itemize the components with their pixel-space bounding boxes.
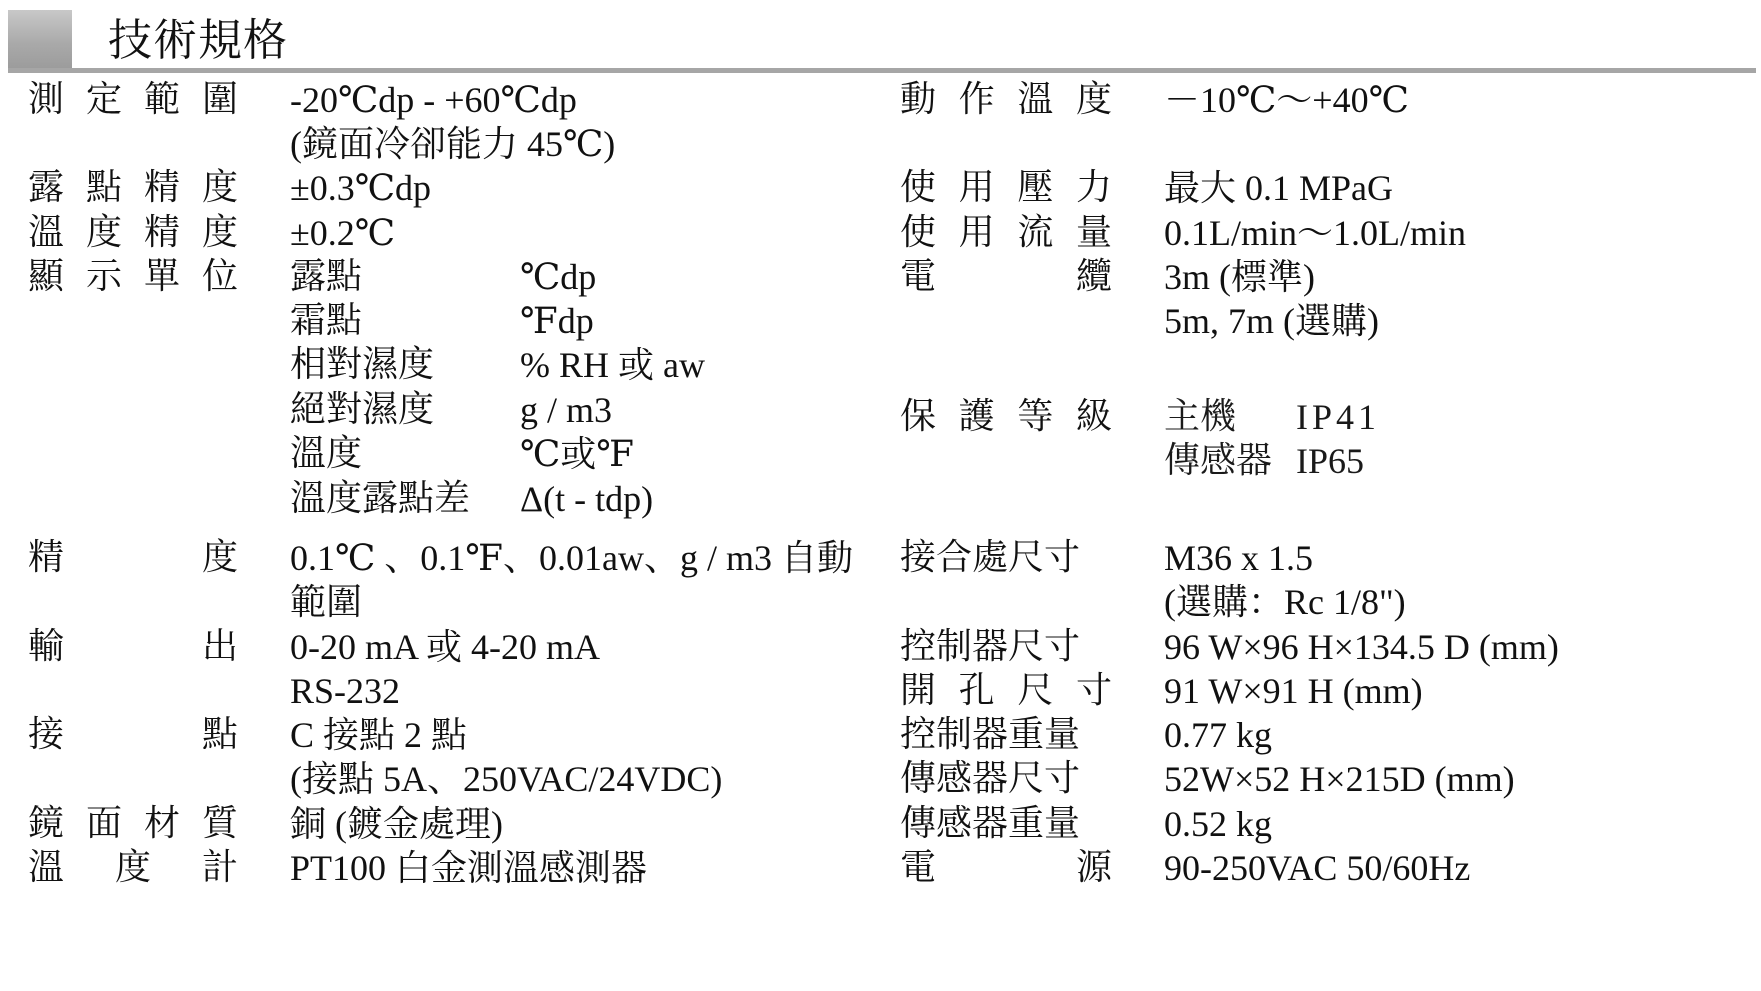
unit-row-name: 相對濕度 bbox=[290, 344, 435, 385]
spec-value-mirror-material: 銅 (鍍金處理) bbox=[290, 804, 503, 844]
spec-value-controller-size: 96 W×96 H×134.5 D (mm) bbox=[1164, 627, 1559, 667]
title-accent-block bbox=[8, 10, 72, 72]
spec-label-display-units: 顯 示 單 位 bbox=[28, 256, 238, 297]
spec-label-cable: 電 纜 bbox=[900, 256, 1112, 297]
spec-label-sensor-size: 傳感器尺寸 bbox=[900, 758, 1081, 799]
spec-value-output-analog: 0-20 mA 或 4-20 mA bbox=[290, 627, 600, 667]
spec-label-controller-weight: 控制器重量 bbox=[900, 714, 1081, 755]
spec-value-temp-accuracy: ±0.2℃ bbox=[290, 213, 396, 253]
unit-row-unit: g / m3 bbox=[520, 390, 613, 430]
unit-row-unit: ℃dp bbox=[520, 257, 597, 297]
unit-row-unit: ℃或℉ bbox=[520, 434, 634, 474]
unit-row-name: 霜點 bbox=[290, 300, 363, 341]
unit-row-name: 露點 bbox=[290, 256, 363, 297]
protection-row-name: 主機 bbox=[1164, 396, 1237, 437]
unit-row-name: 溫度 bbox=[290, 433, 363, 474]
page-title: 技術規格 bbox=[108, 15, 288, 66]
spec-label-protection: 保 護 等 級 bbox=[900, 396, 1112, 437]
spec-value-sensor-size: 52W×52 H×215D (mm) bbox=[1164, 759, 1515, 799]
spec-label-joint-size: 接合處尺寸 bbox=[900, 537, 1081, 578]
spec-label-measure-range: 測 定 範 圍 bbox=[28, 79, 238, 120]
spec-value-joint-size-option: (選購：Rc 1/8") bbox=[1164, 582, 1406, 622]
spec-value-measure-range-note: (鏡面冷卻能力 45℃) bbox=[290, 124, 616, 164]
spec-value-contact: C 接點 2 點 bbox=[290, 715, 468, 755]
protection-row-rating: IP65 bbox=[1296, 441, 1365, 481]
unit-row-name: 溫度露點差 bbox=[290, 478, 471, 519]
spec-label-temp-accuracy: 溫 度 精 度 bbox=[28, 212, 238, 253]
unit-row-name: 絕對濕度 bbox=[290, 389, 435, 430]
protection-row-name: 傳感器 bbox=[1164, 440, 1273, 481]
spec-value-cutout-size: 91 W×91 H (mm) bbox=[1164, 671, 1423, 711]
spec-label-operating-temp: 動 作 溫 度 bbox=[900, 79, 1112, 120]
spec-value-contact-rating: (接點 5A、250VAC/24VDC) bbox=[290, 759, 723, 799]
unit-row-unit: Δ(t - tdp) bbox=[520, 479, 654, 519]
spec-value-dew-accuracy: ±0.3℃dp bbox=[290, 168, 432, 208]
unit-row-unit: % RH 或 aw bbox=[520, 345, 705, 385]
spec-value-operating-temp: －10℃～+40℃ bbox=[1164, 80, 1409, 120]
spec-value-power: 90-250VAC 50/60Hz bbox=[1164, 848, 1471, 888]
spec-label-dew-accuracy: 露 點 精 度 bbox=[28, 167, 238, 208]
spec-label-cutout-size: 開 孔 尺 寸 bbox=[900, 670, 1112, 711]
spec-label-contact: 接 點 bbox=[28, 714, 238, 755]
spec-label-flow: 使 用 流 量 bbox=[900, 212, 1112, 253]
spec-label-sensor-weight: 傳感器重量 bbox=[900, 803, 1081, 844]
spec-value-joint-size: M36 x 1.5 bbox=[1164, 538, 1314, 578]
title-bar bbox=[0, 0, 1761, 80]
spec-label-precision: 精 度 bbox=[28, 537, 238, 578]
spec-value-sensor-weight: 0.52 kg bbox=[1164, 804, 1272, 844]
spec-label-controller-size: 控制器尺寸 bbox=[900, 626, 1081, 667]
spec-value-flow: 0.1L/min～1.0L/min bbox=[1164, 213, 1466, 253]
spec-value-cable-optional: 5m, 7m (選購) bbox=[1164, 301, 1379, 341]
spec-label-pressure: 使 用 壓 力 bbox=[900, 167, 1112, 208]
spec-value-measure-range: -20℃dp - +60℃dp bbox=[290, 80, 577, 120]
unit-row-unit: ℉dp bbox=[520, 301, 594, 341]
spec-label-thermometer: 溫 度 計 bbox=[28, 847, 238, 888]
title-divider bbox=[8, 68, 1756, 73]
spec-value-controller-weight: 0.77 kg bbox=[1164, 715, 1272, 755]
protection-row-rating: IP41 bbox=[1296, 397, 1381, 437]
spec-value-precision: 0.1℃ 、0.1℉、0.01aw、g / m3 自動 bbox=[290, 538, 853, 578]
spec-label-power: 電 源 bbox=[900, 847, 1112, 888]
spec-value-cable-standard: 3m (標準) bbox=[1164, 257, 1315, 297]
spec-label-mirror-material: 鏡 面 材 質 bbox=[28, 803, 238, 844]
spec-value-output-serial: RS-232 bbox=[290, 671, 401, 711]
spec-value-pressure: 最大 0.1 MPaG bbox=[1164, 168, 1394, 208]
spec-label-output: 輸 出 bbox=[28, 626, 238, 667]
spec-value-precision-cont: 範圍 bbox=[290, 582, 363, 622]
spec-value-thermometer: PT100 白金測溫感測器 bbox=[290, 848, 648, 888]
